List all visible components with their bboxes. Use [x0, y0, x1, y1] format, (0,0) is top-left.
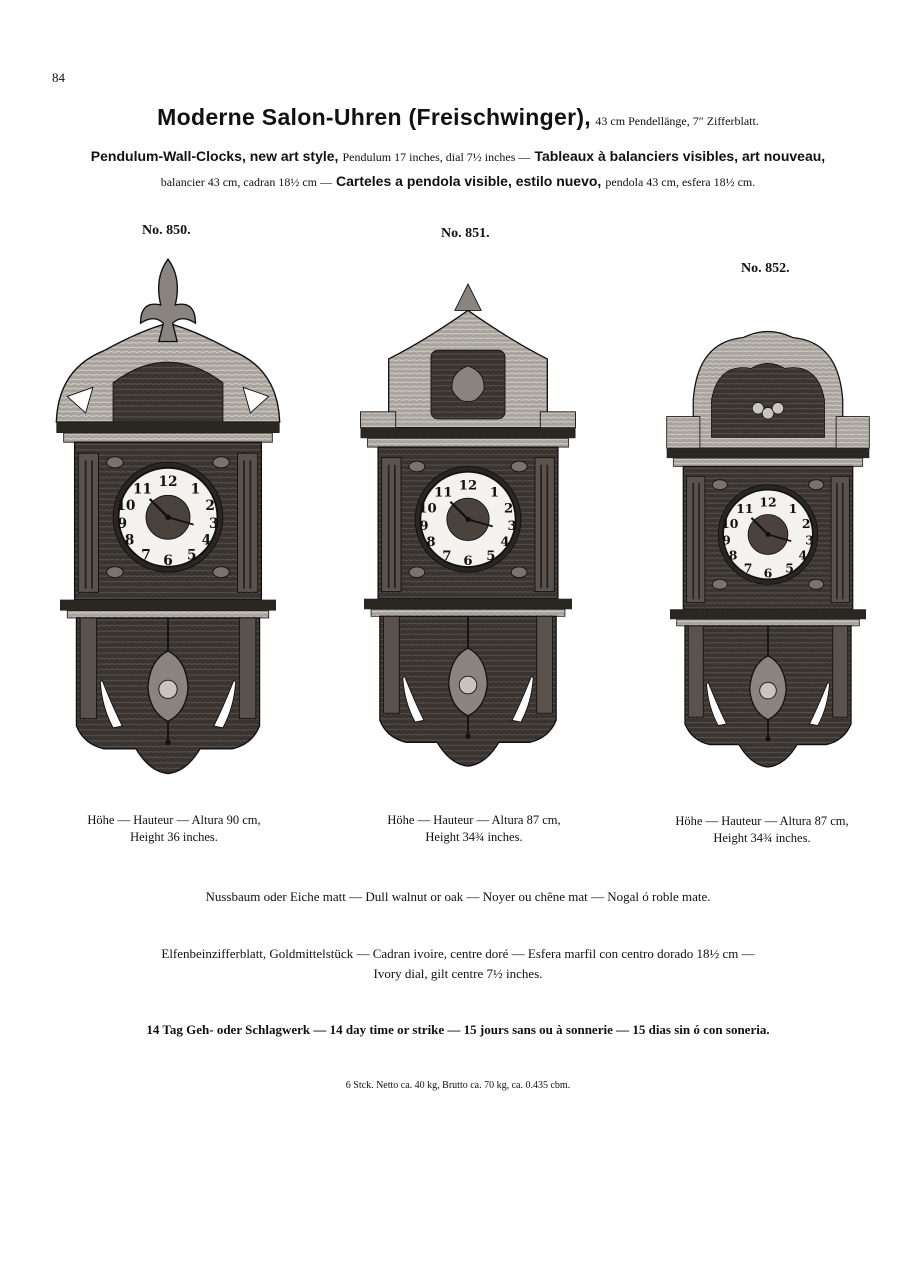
clock-852-illustration	[638, 292, 898, 782]
subtitle-fr-bold: Tableaux à balanciers visibles, art nouveau,	[534, 148, 826, 164]
model-number-851: No. 851.	[441, 226, 490, 241]
page-title	[0, 104, 916, 131]
movement-line: 14 Tag Geh- oder Schlagwerk — 14 day time or strike — 15 jours sans ou à sonnerie — 15 dias sin ó con soneria.	[146, 1022, 770, 1037]
clock-850-illustration	[38, 250, 298, 790]
caption-851	[344, 812, 604, 846]
subtitle-line-2	[0, 173, 916, 191]
subtitle-es-bold: Carteles a pendola visible, estilo nuevo,	[336, 173, 602, 189]
page-number: 84	[52, 70, 65, 85]
model-number-852: No. 852.	[741, 261, 790, 276]
packing-line: 6 Stck. Netto ca. 40 kg, Brutto ca. 70 kg, ca. 0.435 cbm.	[345, 1080, 571, 1091]
model-number-850: No. 850.	[142, 223, 191, 238]
subtitle-es-details: pendola 43 cm, esfera 18½ cm.	[605, 175, 756, 189]
subtitle-en-details: Pendulum 17 inches, dial 7½ inches —	[342, 150, 531, 164]
subtitle-en-bold: Pendulum-Wall-Clocks, new art style,	[90, 148, 339, 164]
caption-850-height: Height 36 inches.	[130, 830, 218, 844]
caption-850	[44, 812, 304, 846]
dial-line-1: Elfenbeinzifferblatt, Goldmittelstück — Cadran ivoire, centre doré — Esfera marfil con centro dorado 18½ cm —	[161, 946, 755, 961]
title-main: Moderne Salon-Uhren (Freischwinger),	[157, 104, 591, 130]
subtitle-line-1	[0, 148, 916, 166]
clock-851-illustration	[338, 262, 598, 782]
caption-851-dimensions: Höhe — Hauteur — Altura 87 cm,	[387, 813, 561, 827]
caption-851-height: Height 34¾ inches.	[425, 830, 523, 844]
subtitle-fr-details: balancier 43 cm, cadran 18½ cm —	[160, 175, 332, 189]
caption-850-dimensions: Höhe — Hauteur — Altura 90 cm,	[87, 813, 261, 827]
caption-852-dimensions: Höhe — Hauteur — Altura 87 cm,	[675, 814, 849, 828]
caption-852	[632, 813, 892, 847]
title-sub: 43 cm Pendellänge, 7″ Zifferblatt.	[595, 114, 759, 128]
caption-852-height: Height 34¾ inches.	[713, 831, 811, 845]
dial-line-2: Ivory dial, gilt centre 7½ inches.	[373, 966, 543, 981]
material-line: Nussbaum oder Eiche matt — Dull walnut or oak — Noyer ou chêne mat — Nogal ó roble mate.	[205, 889, 711, 904]
